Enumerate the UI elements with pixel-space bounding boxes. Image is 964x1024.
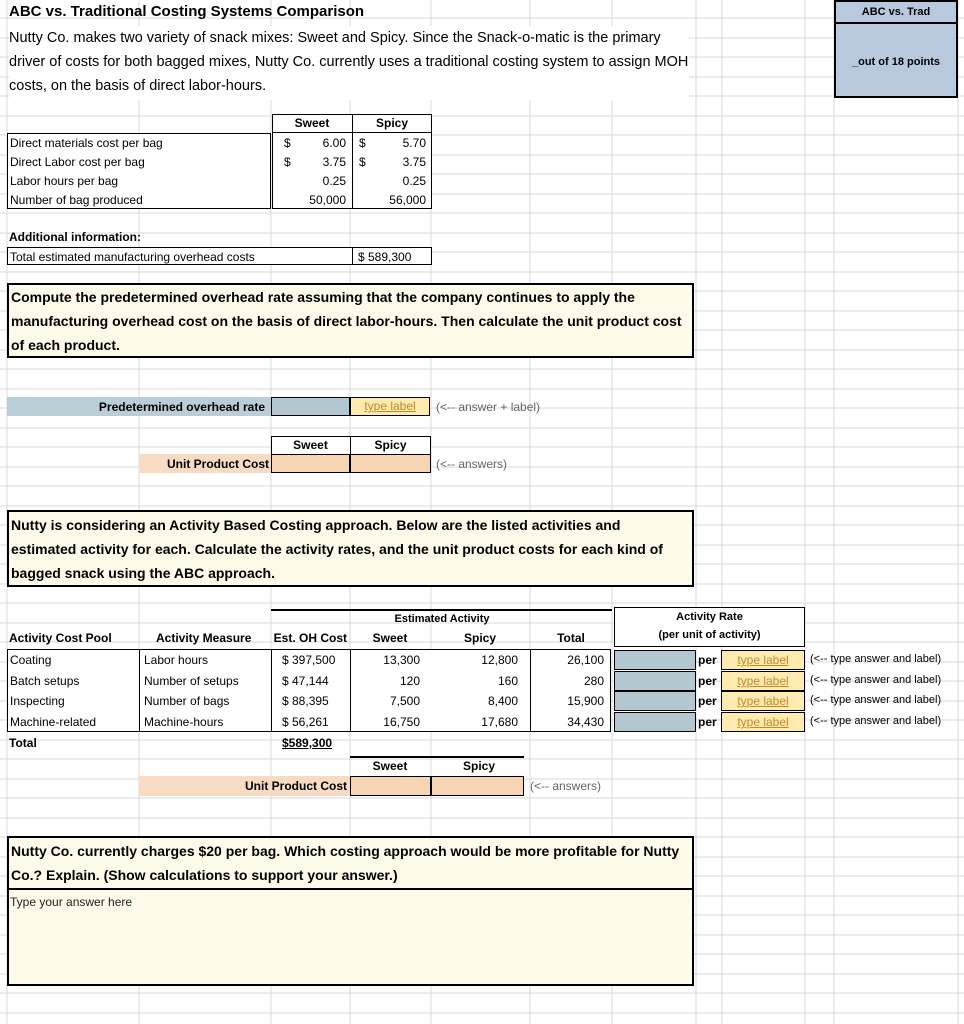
page-title: ABC vs. Traditional Costing Systems Comparison — [9, 3, 365, 20]
spicy-value: 3.75 — [402, 155, 426, 169]
activity-pool: Coating — [10, 653, 52, 667]
abc-divider-2 — [271, 649, 272, 732]
hdr-activity-measure: Activity Measure — [156, 631, 252, 645]
abc-total-value: $589,300 — [282, 736, 333, 750]
activity-type-label[interactable]: type label — [721, 691, 805, 711]
activity-hint: (<-- type answer and label) — [810, 653, 942, 665]
spicy-value: 0.25 — [402, 174, 426, 188]
spicy-currency: $ — [359, 136, 366, 150]
sweet-value: 0.25 — [322, 174, 346, 188]
unit-abc-hint: (<-- answers) — [530, 779, 602, 793]
activity-pool: Machine-related — [10, 715, 97, 729]
unit-trad-sweet-input[interactable] — [271, 454, 350, 473]
spicy-value: 56,000 — [389, 193, 426, 207]
overhead-divider — [352, 247, 353, 265]
est-activity-sweet: 13,300 — [383, 653, 420, 667]
spicy-value: 5.70 — [402, 136, 426, 150]
sweet-value: 3.75 — [322, 155, 346, 169]
overhead-label: Total estimated manufacturing overhead costs — [10, 250, 255, 264]
score-title: ABC vs. Trad — [861, 6, 931, 18]
activity-rate-input[interactable] — [614, 691, 696, 711]
activity-measure: Number of setups — [144, 674, 239, 688]
col-spicy-header: Spicy — [375, 116, 408, 130]
unit-trad-hint: (<-- answers) — [436, 457, 508, 471]
spicy-currency: $ — [359, 155, 366, 169]
product-header-divider — [272, 132, 432, 133]
unit-abc-spicy-header: Spicy — [462, 759, 495, 773]
est-activity-total: 280 — [583, 674, 604, 688]
est-activity-spicy: 8,400 — [487, 694, 518, 708]
hdr-total: Total — [557, 631, 585, 645]
question1-text: Compute the predetermined overhead rate assuming that the company continues to apply the manufacturing overhead cost on the basis of direct labor-hours. Then calculate the unit product cost of each product. — [11, 289, 682, 353]
unit-trad-spicy-header: Spicy — [374, 438, 407, 452]
answer-placeholder: Type your answer here — [10, 895, 133, 909]
est-activity-total: 26,100 — [567, 653, 604, 667]
pohr-input[interactable] — [271, 397, 350, 416]
activity-rate-input[interactable] — [614, 650, 696, 670]
question2-text: Nutty is considering an Activity Based Costing approach. Below are the listed activities and estimated activity for each. Calculate the activity rates, and the unit product costs for each kind of bagged snack using the ABC approach. — [11, 517, 663, 581]
sweet-value: 6.00 — [322, 136, 346, 150]
activity-type-label[interactable]: type label — [721, 671, 805, 691]
sweet-currency: $ — [284, 136, 291, 150]
pohr-hint: (<-- answer + label) — [436, 400, 541, 414]
unit-abc-sweet-input[interactable] — [350, 776, 431, 796]
activity-pool: Inspecting — [10, 694, 65, 708]
product-row-label: Number of bag produced — [10, 193, 143, 207]
hdr-sweet: Sweet — [372, 631, 408, 645]
additional-heading: Additional information: — [9, 230, 141, 244]
hdr-activity-pool: Activity Cost Pool — [9, 631, 112, 645]
est-oh-cost: $ 47,144 — [282, 674, 329, 688]
est-activity-spicy: 160 — [497, 674, 518, 688]
activity-pool: Batch setups — [10, 674, 80, 688]
est-oh-cost: $ 56,261 — [282, 715, 329, 729]
unit-abc-sweet-header: Sweet — [372, 759, 408, 773]
abc-divider-4 — [530, 649, 531, 732]
activity-measure: Number of bags — [144, 694, 230, 708]
col-sweet-header: Sweet — [294, 116, 330, 130]
est-activity-top-border — [271, 609, 612, 611]
unit-abc-label: Unit Product Cost — [245, 779, 347, 793]
pohr-label: Predetermined overhead rate — [98, 400, 265, 414]
overhead-value: $ 589,300 — [358, 250, 412, 264]
activity-hint: (<-- type answer and label) — [810, 715, 942, 727]
est-oh-cost: $ 88,395 — [282, 694, 329, 708]
intro-paragraph: Nutty Co. makes two variety of snack mixes: Sweet and Spicy. Since the Snack-o-matic is the primary driver of costs for both bagged mixes, Nutty Co. currently uses a traditional costing system to assign MOH costs, on the basis of direct labor-hours. — [9, 26, 689, 100]
sweet-value: 50,000 — [309, 193, 346, 207]
hdr-est-oh: Est. OH Cost — [273, 631, 347, 645]
est-activity-spicy: 12,800 — [481, 653, 518, 667]
per-label: per — [698, 694, 717, 708]
activity-type-label[interactable]: type label — [721, 650, 805, 670]
abc-divider-1 — [139, 649, 140, 732]
product-row-label: Direct materials cost per bag — [10, 136, 163, 150]
per-label: per — [698, 674, 717, 688]
est-activity-sweet: 120 — [399, 674, 420, 688]
activity-measure: Machine-hours — [144, 715, 224, 729]
est-activity-sweet: 16,750 — [383, 715, 420, 729]
abc-divider-3 — [350, 649, 351, 732]
sweet-currency: $ — [284, 155, 291, 169]
est-oh-cost: $ 397,500 — [282, 653, 336, 667]
unit-trad-label: Unit Product Cost — [167, 457, 269, 471]
unit-trad-spicy-input[interactable] — [350, 454, 431, 473]
activity-rate-input[interactable] — [614, 712, 696, 732]
unit-abc-top-border — [350, 756, 524, 758]
activity-rate-input[interactable] — [614, 671, 696, 691]
est-activity-total: 34,430 — [567, 715, 604, 729]
per-label: per — [698, 653, 717, 667]
est-activity-header: Estimated Activity — [394, 613, 490, 625]
activity-rate-header: Activity Rate — [676, 611, 743, 623]
question3-text: Nutty Co. currently charges $20 per bag. Which costing approach would be more profitable for Nutty Co.? Explain. (Show calculations to support your answer.) — [11, 843, 680, 883]
score-divider — [836, 22, 956, 24]
product-row-label: Labor hours per bag — [10, 174, 119, 188]
unit-abc-spicy-input[interactable] — [431, 776, 524, 796]
score-points: _out of 18 points — [852, 56, 940, 68]
activity-measure: Labor hours — [144, 653, 209, 667]
est-activity-spicy: 17,680 — [481, 715, 518, 729]
activity-type-label[interactable]: type label — [721, 712, 805, 732]
product-row-label: Direct Labor cost per bag — [10, 155, 145, 169]
abc-total-label: Total — [9, 736, 37, 750]
activity-hint: (<-- type answer and label) — [810, 694, 942, 706]
unit-trad-sweet-header: Sweet — [293, 438, 328, 452]
activity-rate-subheader: (per unit of activity) — [658, 629, 761, 641]
per-label: per — [698, 715, 717, 729]
hdr-spicy: Spicy — [463, 631, 496, 645]
pohr-type-label[interactable]: type label — [350, 397, 430, 416]
est-activity-total: 15,900 — [567, 694, 604, 708]
est-activity-sweet: 7,500 — [389, 694, 420, 708]
activity-hint: (<-- type answer and label) — [810, 674, 942, 686]
